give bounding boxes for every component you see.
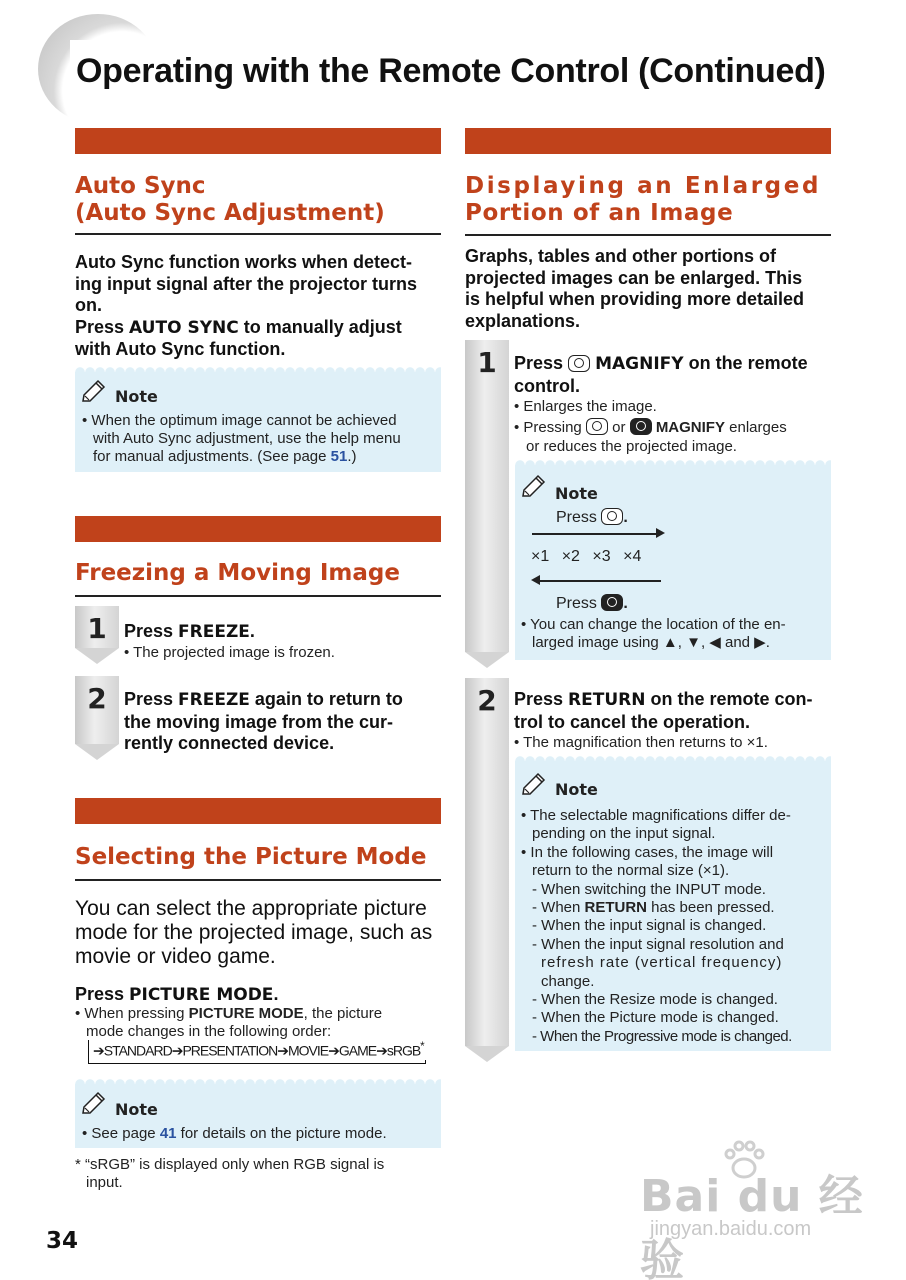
freeze-step-1: Press FREEZE. xyxy=(124,621,255,642)
picture-mode-intro: You can select the appropriate picture mode for the projected image, such as movie or video game. xyxy=(75,897,433,968)
page-number: 34 xyxy=(46,1228,79,1254)
magnify-step-2: Press RETURN on the remote con- trol to cancel the operation. xyxy=(514,689,813,732)
arrow-icon: ➔ xyxy=(328,1042,339,1059)
footnote: * “sRGB” is displayed only when RGB signal is input. xyxy=(75,1156,385,1191)
picture-mode-press: Press PICTURE MODE. xyxy=(75,984,279,1005)
section-bar xyxy=(465,128,831,154)
magnify-plus-icon xyxy=(568,355,590,372)
magnify-minus-icon xyxy=(630,418,652,435)
enlarge-intro: Graphs, tables and other portions of projected images can be enlarged. This is helpful when providing more detailed explanations. xyxy=(465,246,805,331)
enlarge-heading: Displaying an Enlarged Portion of an Image xyxy=(465,173,822,226)
arrow-right-icon xyxy=(656,528,665,538)
magnify-plus-icon xyxy=(601,508,623,525)
step-marker: 1 xyxy=(465,340,509,652)
picture-mode-note xyxy=(75,1084,441,1148)
arrow-icon: ➔ xyxy=(93,1042,104,1059)
pencil-note-icon xyxy=(81,1090,111,1114)
pencil-note-icon xyxy=(81,378,111,402)
picture-mode-heading: Selecting the Picture Mode xyxy=(75,844,427,870)
magnify-step-1: Press MAGNIFY on the remote control. xyxy=(514,353,808,396)
divider xyxy=(75,233,441,235)
arrow-left-icon xyxy=(531,575,540,585)
watermark-logo: Bai du 经验 xyxy=(640,1171,864,1280)
page-link[interactable]: 51 xyxy=(330,448,348,465)
pencil-note-icon xyxy=(521,473,551,497)
section-bar xyxy=(75,798,441,824)
magnify-plus-icon xyxy=(586,418,608,435)
note-text: • When the optimum image cannot be achieved with Auto Sync adjustment, use the help menu for manual adjustments. (See page 51.) xyxy=(82,412,401,465)
press-enlarge-label: Press . xyxy=(556,509,628,526)
freeze-step-1-detail: • The projected image is frozen. xyxy=(124,644,335,661)
note-label: Note xyxy=(555,780,598,799)
watermark-url: jingyan.baidu.com xyxy=(650,1218,812,1240)
step-marker: 2 xyxy=(75,676,119,744)
step-marker: 2 xyxy=(465,678,509,1046)
arrow-icon: ➔ xyxy=(171,1042,183,1059)
freezing-heading: Freezing a Moving Image xyxy=(75,560,400,586)
divider xyxy=(75,879,441,881)
divider xyxy=(75,595,441,597)
section-bar xyxy=(75,516,441,542)
divider xyxy=(465,234,831,236)
page-link[interactable]: 41 xyxy=(159,1125,177,1142)
step-marker: 1 xyxy=(75,606,119,648)
picture-mode-sequence: ➔STANDARD➔PRESENTATION➔MOVIE➔GAME➔sRGB* xyxy=(93,1040,424,1059)
page-title: Operating with the Remote Control (Continued) xyxy=(76,52,826,90)
magnification-scale: ×1 ×2 ×3 ×4 xyxy=(531,548,642,565)
section-bar xyxy=(75,128,441,154)
return-note xyxy=(515,761,831,1051)
arrow-icon: ➔ xyxy=(277,1042,288,1059)
note-text: • See page 41 for details on the picture mode. xyxy=(82,1125,387,1142)
freeze-step-2: Press FREEZE again to return to the moving image from the cur- rently connected device. xyxy=(124,689,403,753)
magnify-step-2-detail: • The magnification then returns to ×1. xyxy=(514,734,768,751)
note-label: Note xyxy=(555,484,598,503)
press-reduce-label: Press . xyxy=(556,595,628,612)
auto-sync-description: Auto Sync function works when detect- ing input signal after the projector turns on. Press AUTO SYNC to manually adjust with Auto Sync function. xyxy=(75,252,418,359)
note-label: Note xyxy=(115,1100,158,1119)
picture-mode-bullet: • When pressing PICTURE MODE, the picture mode changes in the following order: xyxy=(75,1005,383,1040)
auto-sync-key: AUTO SYNC xyxy=(129,317,239,338)
arrow-icon: ➔ xyxy=(376,1042,387,1059)
magnify-step-1-detail: • Enlarges the image. • Pressing or MAGNIFY enlarges or reduces the projected image. xyxy=(514,398,787,455)
magnify-minus-icon xyxy=(601,594,623,611)
magnify-note xyxy=(515,465,831,660)
pencil-note-icon xyxy=(521,771,551,795)
auto-sync-note xyxy=(75,372,441,472)
note-text: • You can change the location of the en- larged image using ▲, ▼, ◀ and ▶. xyxy=(521,616,786,651)
note-text: • The selectable magnifications differ de- pending on the input signal. • In the following cases, the image will return to the normal size (×1). - When switching the INPUT mode. - When RETURN has been pressed. - When the input signal is changed. - When the input signal resolution and refresh rate (vertical frequency) change. - When the Resize mode is changed. - When the Picture mode is changed. - When the Progressive mode is changed. xyxy=(521,807,792,1045)
note-label: Note xyxy=(115,387,158,406)
auto-sync-heading: Auto Sync (Auto Sync Adjustment) xyxy=(75,173,385,226)
